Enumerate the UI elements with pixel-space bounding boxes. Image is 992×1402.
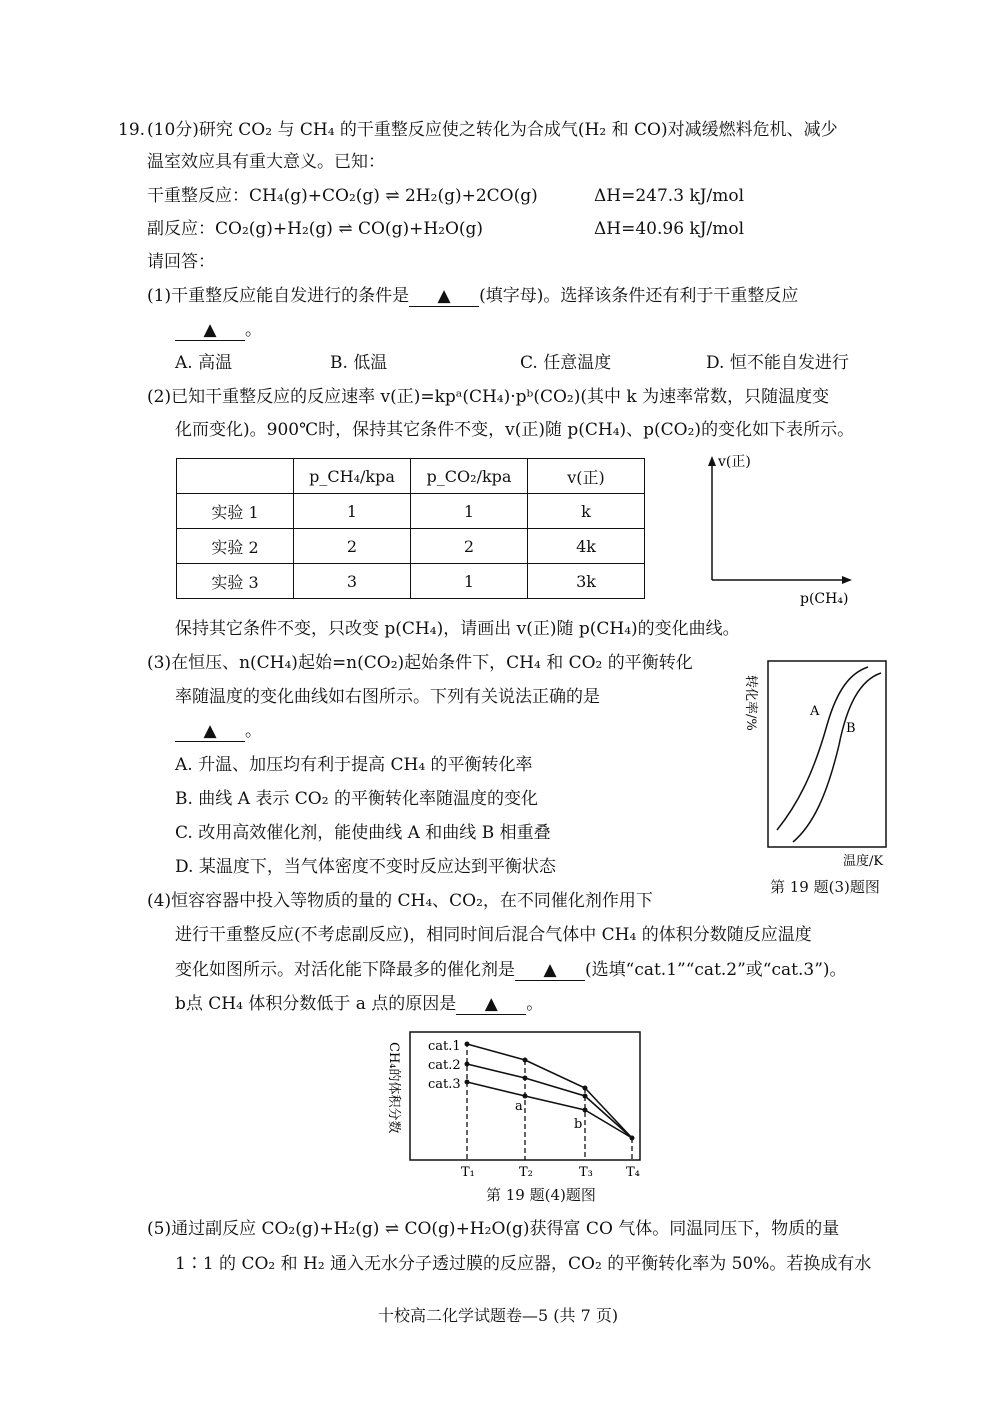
part1-text-a: (1)干重整反应能自发进行的条件是 bbox=[147, 286, 410, 306]
part4-text-d: 。 bbox=[526, 994, 544, 1014]
y-arrow-icon bbox=[708, 456, 716, 466]
figure-x-label: 温度/K bbox=[843, 854, 884, 869]
part1-line-1 bbox=[147, 286, 798, 307]
intro-line-2: 温室效应具有重大意义。已知： bbox=[147, 152, 385, 172]
table-cell: 实验 2 bbox=[177, 529, 294, 564]
point bbox=[465, 1042, 470, 1047]
intro-line-1: (10分)研究 CO₂ 与 CH₄ 的干重整反应使之转化为合成气(H₂ 和 CO)对减缓燃料危机、减少 bbox=[147, 120, 838, 140]
reaction-2: 副反应：CO₂(g)+H₂(g) ⇌ CO(g)+H₂O(g) bbox=[147, 219, 484, 239]
table-header-cell: v(正) bbox=[528, 459, 645, 494]
series-label-cat1: cat.1 bbox=[428, 1039, 461, 1054]
table-cell: 2 bbox=[411, 529, 528, 564]
table-cell: 1 bbox=[411, 564, 528, 599]
question-number: 19. bbox=[118, 120, 146, 140]
table-header-cell: p_CH₄/kpa bbox=[294, 459, 411, 494]
answer-blank[interactable]: ▲ bbox=[175, 320, 245, 341]
point bbox=[583, 1086, 588, 1091]
conversion-figure bbox=[735, 655, 905, 895]
point bbox=[465, 1080, 470, 1085]
part5-line-2: 1∶1 的 CO₂ 和 H₂ 通入无水分子透过膜的反应器，CO₂ 的平衡转化率为 50%。若换成有水 bbox=[175, 1254, 872, 1274]
table-row bbox=[177, 494, 645, 529]
x-axis-label: p(CH₄) bbox=[800, 591, 849, 607]
point bbox=[523, 1058, 528, 1063]
option-b: B. 低温 bbox=[330, 353, 388, 373]
point bbox=[523, 1076, 528, 1081]
part2-line-2: 化而变化)。900℃时，保持其它条件不变，v(正)随 p(CH₄)、p(CO₂)的变化如下表所示。 bbox=[175, 420, 855, 440]
option-d: D. 某温度下，当气体密度不变时反应达到平衡状态 bbox=[175, 857, 556, 877]
series-cat3 bbox=[467, 1082, 632, 1138]
option-c: C. 改用高效催化剂，能使曲线 A 和曲线 B 相重叠 bbox=[175, 823, 551, 843]
point-b-label: b bbox=[574, 1117, 583, 1132]
page-footer: 十校高二化学试题卷—5 (共 7 页) bbox=[378, 1306, 619, 1325]
table-row bbox=[177, 529, 645, 564]
figure-4-caption: 第 19 题(4)题图 bbox=[486, 1186, 596, 1204]
part4-line-2: 进行干重整反应(不考虑副反应)，相同时间后混合气体中 CH₄ 的体积分数随反应温度 bbox=[175, 925, 812, 945]
answer-prompt: 请回答： bbox=[147, 252, 215, 272]
point-a bbox=[523, 1094, 528, 1099]
table-cell: 4k bbox=[528, 529, 645, 564]
blank-axes[interactable] bbox=[690, 448, 870, 608]
point-b bbox=[583, 1108, 588, 1113]
part4-line-4 bbox=[175, 994, 543, 1015]
table-cell: 2 bbox=[294, 529, 411, 564]
part4-text-b: (选填“cat.1”“cat.2”或“cat.3”)。 bbox=[585, 960, 847, 980]
table-row bbox=[177, 564, 645, 599]
part4-line-3 bbox=[175, 960, 847, 981]
reaction-2-enthalpy: ΔH=40.96 kJ/mol bbox=[594, 219, 745, 239]
option-d: D. 恒不能自发进行 bbox=[706, 353, 849, 373]
table-cell: k bbox=[528, 494, 645, 529]
tick-t1: T₁ bbox=[461, 1165, 475, 1180]
rate-table bbox=[176, 458, 645, 599]
table-header-cell bbox=[177, 459, 294, 494]
reaction-1: 干重整反应：CH₄(g)+CO₂(g) ⇌ 2H₂(g)+2CO(g) bbox=[147, 186, 538, 206]
reaction-1-enthalpy: ΔH=247.3 kJ/mol bbox=[594, 186, 745, 206]
option-a: A. 高温 bbox=[175, 353, 233, 373]
series-label-cat2: cat.2 bbox=[428, 1058, 461, 1073]
point bbox=[465, 1062, 470, 1067]
part2-line-3: 保持其它条件不变，只改变 p(CH₄)，请画出 v(正)随 p(CH₄)的变化曲线。 bbox=[175, 619, 740, 639]
part3-line-1: (3)在恒压、n(CH₄)起始=n(CO₂)起始条件下，CH₄ 和 CO₂ 的平衡转化 bbox=[147, 653, 693, 673]
table-header-cell: p_CO₂/kpa bbox=[411, 459, 528, 494]
tick-t3: T₃ bbox=[579, 1165, 593, 1180]
point bbox=[630, 1136, 635, 1141]
table-cell: 实验 1 bbox=[177, 494, 294, 529]
part3-line-2: 率随温度的变化曲线如右图所示。下列有关说法正确的是 bbox=[175, 687, 600, 707]
curve-a bbox=[777, 667, 868, 830]
table-cell: 3k bbox=[528, 564, 645, 599]
figure-y-label: 转化率/% bbox=[743, 675, 758, 731]
part4-text-c: b点 CH₄ 体积分数低于 a 点的原因是 bbox=[175, 994, 457, 1014]
part1-text-b: (填字母)。选择该条件还有利于干重整反应 bbox=[479, 286, 799, 306]
table-header-row bbox=[177, 459, 645, 494]
option-c: C. 任意温度 bbox=[520, 353, 612, 373]
table-cell: 3 bbox=[294, 564, 411, 599]
table-cell: 实验 3 bbox=[177, 564, 294, 599]
part2-line-1: (2)已知干重整反应的反应速率 v(正)=kpᵃ(CH₄)·pᵇ(CO₂)(其中 k 为速率常数，只随温度变 bbox=[147, 387, 830, 407]
figure-y-label: CH₄的体积分数 bbox=[386, 1042, 401, 1134]
y-axis-label: v(正) bbox=[718, 454, 751, 470]
part1-text-c: 。 bbox=[245, 320, 262, 340]
answer-blank[interactable]: ▲ bbox=[515, 960, 585, 981]
part1-line-2 bbox=[175, 320, 262, 341]
answer-blank[interactable]: ▲ bbox=[409, 286, 479, 307]
part4-line-1: (4)恒容容器中投入等物质的量的 CH₄、CO₂，在不同催化剂作用下 bbox=[147, 891, 653, 911]
x-arrow-icon bbox=[842, 576, 852, 584]
option-b: B. 曲线 A 表示 CO₂ 的平衡转化率随温度的变化 bbox=[175, 789, 538, 809]
part5-line-1: (5)通过副反应 CO₂(g)+H₂(g) ⇌ CO(g)+H₂O(g)获得富 CO 气体。同温同压下，物质的量 bbox=[147, 1219, 840, 1239]
table-cell: 1 bbox=[411, 494, 528, 529]
table-cell: 1 bbox=[294, 494, 411, 529]
series-label-cat3: cat.3 bbox=[428, 1077, 461, 1092]
figure-3-caption: 第 19 题(3)题图 bbox=[770, 878, 880, 896]
option-a: A. 升温、加压均有利于提高 CH₄ 的平衡转化率 bbox=[175, 755, 533, 775]
curve-a-label: A bbox=[810, 704, 820, 719]
curve-b-label: B bbox=[846, 721, 856, 736]
ch4-fraction-figure bbox=[385, 1030, 655, 1180]
part3-line-3 bbox=[175, 721, 262, 742]
part3-text: 。 bbox=[245, 721, 262, 741]
point bbox=[583, 1094, 588, 1099]
tick-t4: T₄ bbox=[626, 1165, 640, 1180]
point-a-label: a bbox=[515, 1099, 523, 1114]
part4-text-a: 变化如图所示。对活化能下降最多的催化剂是 bbox=[175, 960, 515, 980]
answer-blank[interactable]: ▲ bbox=[456, 994, 526, 1015]
tick-t2: T₂ bbox=[519, 1165, 533, 1180]
answer-blank[interactable]: ▲ bbox=[175, 721, 245, 742]
